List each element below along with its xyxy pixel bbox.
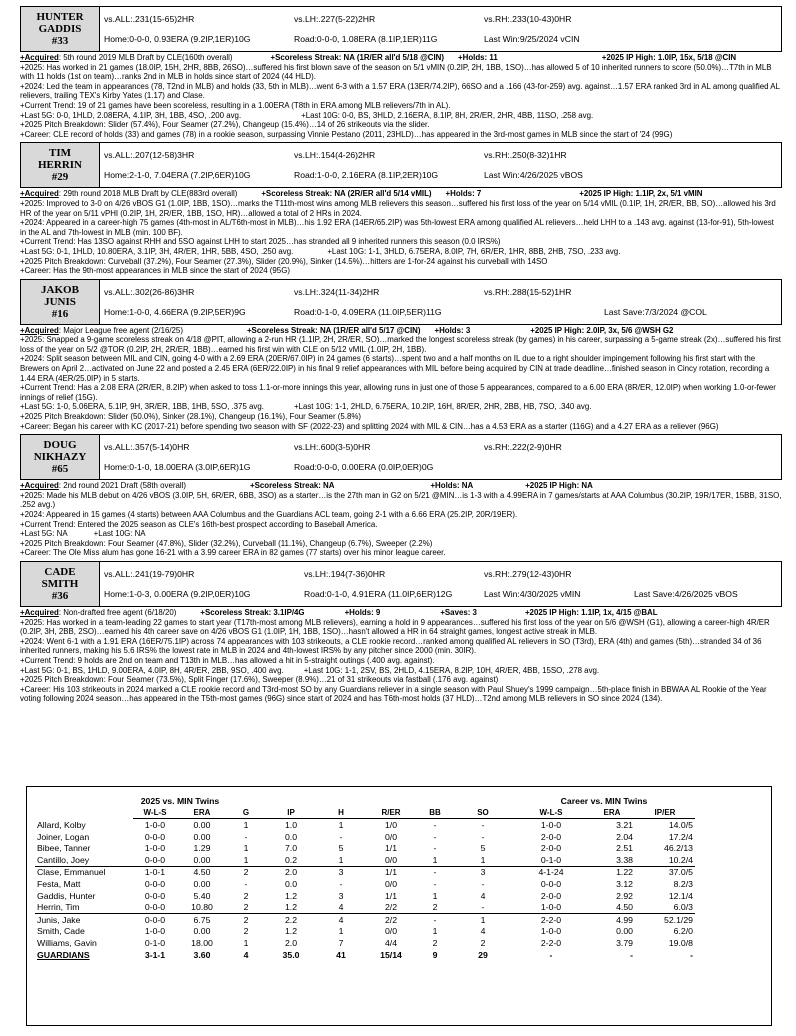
stat-cell: 3.60 (193, 949, 211, 960)
note-career: +Career: CLE record of holds (33) and games (78) in a rookie season, surpassing Vinnie Pestano (2011, 23HLD)…has appeared in the 3rd-most games in MLB since the start of '24 (99G) (20, 129, 673, 139)
stat-cell: 0.00 (616, 926, 633, 937)
split-vs-rh: vs.RH:.279(12-43)0HR (484, 568, 572, 579)
stat-cell: 4-1-24 (538, 867, 564, 878)
stat-cell: 2-0-0 (540, 831, 562, 842)
stat-cell: 1.2 (265, 901, 317, 913)
acquired-line: +Acquired: Major League free agent (2/16/25) +Scoreless Streak: NA (1R/ER all'd 5/17 @CIN) +Holds: 3 +2025 IP High: 2.0IP, 3x, 5/6 @WSH G2 (20, 325, 674, 335)
split-vs-rh: vs.RH:.250(8-32)1HR (484, 150, 567, 161)
note-trend: +Current Trend: 9 holds are 2nd on team and T13th in MLB…has allowed a hit in 5-straight outings (.400 avg. against). (20, 655, 435, 665)
last-decision: Last Save:7/3/2024 @COL (604, 306, 707, 317)
table-row (35, 913, 695, 925)
player-name-box (21, 435, 100, 479)
stat-cell: 29 (478, 949, 488, 960)
note-pitch-breakdown: +2025 Pitch Breakdown: Four Seamer (47.8%), Slider (32.2%), Curveball (11.1%), Changeup (6.7%), Sweeper (2.2%) (20, 538, 433, 548)
player-block (20, 279, 782, 433)
stat-cell: 0-0-0 (540, 878, 562, 889)
pitcher-name-cell: Junis, Jake (37, 914, 81, 925)
table-row (35, 890, 695, 902)
stat-cell: - (433, 867, 437, 878)
stat-cell: - (549, 949, 553, 960)
note-2024: +2024: Appeared in a career-high 75 games (4th-most in AL/T6th-most in MLB)…his 1.92 ERA (14ER/65.2IP) was 5th-lowest ERA among qualified AL relievers…held LHH to a .143 avg. against (13-for-91), 5th-lowest in the AL and 7th-lowest in MLB (min. 100 BF). (20, 218, 774, 237)
stat-cell: 1 (338, 819, 344, 830)
note-trend: +Current Trend: Has a 2.08 ERA (2R/ER, 8.2IP) when asked to toss 1.1-or-more innings this year, allowing runs in just one of those 5 appearances, compared to a 6.00 ERA (8R/ER, 12.0IP) when working 1.0-or-fewer innings of relief (15G). (20, 383, 776, 402)
stat-cell: 4 (480, 926, 486, 937)
player-notes (20, 52, 782, 140)
stat-cell: 19.0/8 (668, 937, 693, 948)
split-vs-rh: vs.RH:.222(2-9)0HR (484, 442, 562, 453)
stat-cell: 1-0-0 (144, 926, 166, 937)
stat-cell: 2-0-0 (540, 890, 562, 901)
table-row (35, 926, 695, 938)
column-header: W-L-S (513, 807, 589, 819)
column-header: SO (453, 807, 513, 819)
acquired-line: +Acquired: Non-drafted free agent (6/18/20) +Scoreless Streak: 3.1IP/4G +Holds: 9 +Saves: 3 +2025 IP High: 1.1IP, 1x, 4/15 @BAL (20, 607, 658, 617)
stat-cell: 6.75 (193, 914, 211, 925)
stat-cell: 2-2-0 (540, 937, 562, 948)
stat-cell: 3-1-1 (144, 949, 166, 960)
column-header: W-L-S (133, 807, 177, 819)
split-vs-all: vs.ALL:.357(5-14)0HR (104, 442, 190, 453)
column-header: IP (265, 807, 317, 819)
pitcher-name-cell: Bibee, Tanner (37, 843, 91, 854)
stat-cell: 46.2/13 (664, 843, 693, 854)
stat-cell: 0-1-0 (513, 854, 589, 866)
note-pitch-breakdown: +2025 Pitch Breakdown: Slider (50.0%), Sinker (28.1%), Changeup (16.1%), Four Seamer (5.8%) (20, 412, 362, 422)
stat-cell: 35.0 (282, 949, 300, 960)
stat-cell: 1/1 (384, 843, 398, 854)
table-row (35, 831, 695, 843)
split-home: Home:0-1-0, 18.00ERA (3.0IP,6ER)1G (104, 462, 251, 473)
stat-cell: 15/14 (380, 949, 402, 960)
stat-cell: 10.2/4 (635, 854, 695, 866)
note-career: +Career: Has the 9th-most appearances in MLB since the start of 2024 (95G) (20, 266, 290, 276)
stat-cell: 0-0-0 (133, 854, 177, 866)
stat-cell: 1 (227, 854, 265, 866)
stat-cell: 1 (243, 819, 249, 830)
stat-cell: 2/2 (365, 901, 417, 913)
stat-cell: 6.2/0 (673, 926, 693, 937)
split-vs-lh: vs.LH:.194(7-36)0HR (304, 568, 386, 579)
stat-cell: 1 (480, 914, 486, 925)
player-notes (20, 607, 782, 705)
stat-cell: 2.2 (284, 914, 298, 925)
stat-cell: 0.0 (284, 878, 298, 889)
player-header (20, 6, 782, 52)
note-2025: +2025: Improved to 3-0 on 4/26 vBOS G1 (1.0IP, 1BB, 1SO)…marks the T11th-most wins among MLB relievers this season…suffered his first loss of the year on 5/14 vMIL (0.1IP, 1H, 2R/ER, BB, SO)…allowed his 3rd HR of the year on 5/11 vPHI (0.2IP, 1H, 2R/ER, 1BB, 1SO, HR)…allowed a total of 2 HRs in 2024. (20, 198, 776, 218)
stat-cell: 0.00 (193, 831, 211, 842)
stat-cell: 0.00 (193, 926, 211, 937)
player-last-name: NIKHAZY (33, 451, 87, 464)
note-last-games: +Last 5G: 0-1, BS, 1HLD, 9.00ERA, 4.0IP, 8H, 4R/ER, 2BB, 9SO, .400 avg. +Last 10G: 1-1, 2SV, BS, 2HLD, 4.15ERA, 8.2IP, 10H, 4R/ER, 4BB, 15SO, .278 avg. (20, 665, 600, 675)
split-road: Road:0-0-0, 1.08ERA (8.1IP,1ER)11G (294, 34, 438, 44)
stat-cell: 0/0 (384, 926, 398, 937)
player-header (20, 142, 782, 188)
stat-cell: 4 (243, 949, 249, 960)
stat-cell: 1 (432, 890, 438, 901)
pitcher-notes-page (20, 6, 782, 707)
table-row (35, 937, 695, 949)
stat-cell: 1-0-0 (513, 901, 589, 913)
stat-cell: 1 (453, 854, 513, 866)
stat-cell: - (433, 843, 437, 854)
stat-cell: - (339, 831, 343, 842)
table-row (35, 819, 695, 831)
stat-cell: 2 (243, 867, 249, 878)
stat-cell: 8.2/3 (673, 878, 693, 889)
stat-cell: 2 (432, 937, 438, 948)
stat-cell: 1.22 (616, 867, 633, 878)
stat-cell: 1 (243, 937, 249, 948)
pitcher-name-cell: Allard, Kolby (37, 819, 86, 830)
player-last-name: JUNIS (44, 295, 76, 308)
note-trend: +Current Trend: 19 of 21 games have been scoreless, resulting in a 1.00ERA (T8th in ERA among MLB relievers/7th in AL). (20, 100, 451, 110)
stat-cell: 3 (338, 867, 344, 878)
note-last-games: +Last 5G: NA +Last 10G: NA (20, 529, 146, 539)
stat-cell: 0.00 (177, 854, 227, 866)
stat-cell: 2 (227, 901, 265, 913)
table-row (35, 854, 695, 866)
table-column-header (35, 807, 695, 819)
stat-cell: 0.2 (265, 854, 317, 866)
stat-cell: 1.0 (284, 819, 298, 830)
player-splits (100, 280, 781, 324)
stat-cell: 1 (317, 854, 365, 866)
note-2025: +2025: Has worked in a team-leading 22 games to start year (T17th-most among MLB relievers), earning a hold in 9 appearances…suffered his first loss of the year on 5/6 @WSH (G1), allowing a career-high 4R/ER (0.2IP, 3H, 2BB, 2SO)…earned his 4th career save on 4/26 vBOS G1 (1.0IP, 1H, 1BB, 1SO)…hasn't allowed a HR in 64 straight games, longest active streak in MLB. (20, 617, 770, 637)
split-vs-lh: vs.LH:.600(3-5)0HR (294, 442, 371, 453)
last-decision: Last Win:9/25/2024 vCIN (484, 34, 580, 44)
stat-cell: 4 (338, 914, 344, 925)
stat-cell: 0-0-0 (144, 878, 166, 889)
stat-cell: 5 (338, 843, 344, 854)
stat-cell: 1 (432, 926, 438, 937)
player-block (20, 142, 782, 276)
stat-cell: 0-0-0 (144, 914, 166, 925)
player-block (20, 434, 782, 559)
player-number: #29 (51, 171, 69, 184)
player-first-name: JAKOB (41, 283, 79, 296)
stat-cell: 3.12 (616, 878, 633, 889)
table-total-row (35, 949, 695, 961)
stat-cell: - (339, 878, 343, 889)
stat-cell: 0.0 (284, 831, 298, 842)
player-splits (100, 7, 781, 51)
column-header: ERA (589, 807, 635, 819)
stat-cell: 3.21 (616, 819, 633, 830)
note-2024: +2024: Led the team in appearances (78, T2nd in MLB) and holds (33, 5th in MLB)…went 6-3 with a 1.57 ERA (13ER/74.2IP), 66SO and a .166 (43-for-259) avg. against…1.57 ERA ranked 3rd in AL among qualified AL relievers, trailing TEX's Kirby Yates (1.17) and Clase. (20, 81, 780, 101)
stat-cell: 2.04 (616, 831, 633, 842)
pitcher-name-cell: Smith, Cade (37, 926, 85, 937)
stat-cell: 5 (480, 843, 486, 854)
note-career: +Career: His 103 strikeouts in 2024 marked a CLE rookie record and T3rd-most SO by any Guardians reliever in a single season with Paul Shuey's 1999 campaign…5th-place finish in BBWAA AL Rookie of the Year voting following 2024 season…has appeared in the T5th-most games (96G) since start of 2024 and has T6th-most holds (37 HLD)…T2nd among MLB relievers in SO since 2024 (134). (20, 684, 767, 704)
split-vs-all: vs.ALL:.302(26-86)3HR (104, 286, 195, 297)
stat-cell: - (244, 831, 248, 842)
table-body (35, 819, 695, 961)
table-row (35, 842, 695, 854)
stat-cell: 2 (243, 890, 249, 901)
stat-cell: 2.92 (616, 890, 633, 901)
vs-twins-table-box (26, 786, 772, 1026)
stat-cell: 5.40 (193, 890, 211, 901)
stat-cell: 2-2-0 (540, 914, 562, 925)
split-vs-lh: vs.LH:.154(4-26)2HR (294, 150, 376, 161)
stat-cell: 1.2 (284, 926, 298, 937)
player-block (20, 6, 782, 140)
player-header (20, 561, 782, 607)
note-2025: +2025: Made his MLB debut on 4/26 vBOS (3.0IP, 5H, 6R/ER, 6BB, 3SO) as a starter…is the 27th man in G2 on 5/21 @MIN…is 1-3 with a 4.99ERA in 7 games/starts at AAA Columbus (30.2IP, 19R/17ER, 15BB, 31SO, .252 avg.) (20, 490, 782, 510)
stat-cell: 41 (336, 949, 346, 960)
stat-cell: 4/4 (384, 937, 398, 948)
split-home: Home:1-0-3, 0.00ERA (9.2IP,0ER)10G (104, 588, 251, 599)
stat-cell: 2.51 (616, 843, 633, 854)
player-splits (100, 143, 781, 187)
stat-cell: 7.0 (284, 843, 298, 854)
acquired-line: +Acquired: 5th round 2019 MLB Draft by CLE(160th overall) +Scoreless Streak: NA (1R/ER all'd 5/18 @CIN) +Holds: 11 +2025 IP High: 1.0IP, 15x, 5/18 @CIN (20, 53, 737, 62)
player-first-name: CADE (44, 565, 76, 578)
split-road: Road:0-1-0, 4.09ERA (11.0IP,5ER)11G (294, 306, 442, 317)
stat-cell: 1.2 (284, 890, 298, 901)
pitcher-name-cell: Festa, Matt (37, 878, 81, 889)
player-header (20, 434, 782, 480)
column-header: H (317, 807, 365, 819)
stat-cell: 1/1 (384, 890, 398, 901)
note-last-games: +Last 5G: 0-0, 1HLD, 2.08ERA, 4.1IP, 3H, 1BB, 4SO, .200 avg. +Last 10G: 0-0, BS, 3HLD, 2.16ERA, 8.1IP, 8H, 2R/ER, 2HR, 4BB, 11SO, .258 avg. (20, 110, 594, 120)
split-vs-rh: vs.RH:.288(15-52)1HR (484, 286, 572, 297)
split-home: Home:1-0-0, 4.66ERA (9.2IP,5ER)9G (104, 306, 246, 317)
stat-cell: 2.0 (284, 867, 298, 878)
split-home: Home:0-0-0, 0.93ERA (9.2IP,1ER)10G (104, 34, 251, 44)
note-pitch-breakdown: +2025 Pitch Breakdown: Curveball (37.2%), Four Seamer (27.3%), Slider (20.9%), Sinker (14.5%)…hitters are 1-for-24 against his curveball with 14SO (20, 256, 548, 266)
stat-cell: 6.0/3 (635, 901, 695, 913)
split-vs-all: vs.ALL:.231(15-65)2HR (104, 14, 195, 24)
player-name-box (21, 7, 100, 51)
stat-cell: 3.79 (616, 937, 633, 948)
stat-cell: 7 (338, 937, 344, 948)
stat-cell: 9 (432, 949, 438, 960)
note-pitch-breakdown: +2025 Pitch Breakdown: Slider (57.4%), Four Seamer (27.2%), Changeup (15.4%)…14 of 26 strikeouts via the slider. (20, 120, 430, 130)
split-vs-lh: vs.LH:.227(5-22)2HR (294, 14, 376, 24)
player-name-box (21, 280, 100, 324)
player-first-name: HUNTER (36, 11, 84, 23)
stat-cell: 0-0-0 (133, 901, 177, 913)
split-vs-all: vs.ALL:.207(12-58)3HR (104, 150, 195, 161)
stat-cell: 1 (338, 926, 344, 937)
stat-cell: 2 (243, 914, 249, 925)
stat-cell: 37.0/5 (668, 867, 693, 878)
stat-cell: - (481, 819, 485, 830)
pitcher-name-cell: Gaddis, Hunter (37, 890, 96, 901)
stat-cell: 52.1/29 (664, 914, 693, 925)
table-row (35, 901, 695, 913)
stat-cell: 3.38 (589, 854, 635, 866)
player-last-name: GADDIS (38, 23, 82, 35)
note-2025: +2025: Snapped a 9-game scoreless streak on 4/18 @PIT, allowing a 2-run HR (1.1IP, 2H, 2R/ER, SO)…marked the longest scoreless streak (by games) in his career, surpassing a 5-game streak (2x)…suffered his first loss of the year on 5/2 @TOR (0.2IP, 2H, 2R/ER, 1BB)…earned his first win with CLE on 5/12 vMIL (1.0IP, 2H, 1BB). (20, 335, 781, 354)
player-notes (20, 480, 782, 559)
table-row (35, 866, 695, 878)
note-2024: +2024: Appeared in 15 games (4 starts) between AAA Columbus and the Guardians ACL team, going 2-1 with a 6.66 ERA (25.2IP, 20R/19ER). (20, 510, 518, 519)
note-last-games: +Last 5G: 0-1, 1HLD, 10.80ERA, 3.1IP, 3H, 4R/ER, 1HR, 5BB, 4SO, .250 avg. +Last 10G: 1-1, 3HLD, 6.75ERA, 8.0IP, 7H, 6R/ER, 1HR, 8BB, 2HB, 7SO, .233 avg. (20, 246, 621, 256)
player-splits (100, 562, 781, 606)
stat-cell: 3 (480, 867, 486, 878)
column-header: ERA (177, 807, 227, 819)
column-header: R/ER (365, 807, 417, 819)
player-notes (20, 188, 782, 276)
player-header (20, 279, 782, 325)
note-trend: +Current Trend: Entered the 2025 season as CLE's 16th-best prospect according to Baseball America. (20, 519, 378, 529)
stat-cell: 0/0 (365, 854, 417, 866)
stat-cell: 1/0 (384, 819, 398, 830)
stat-cell: - (630, 949, 633, 960)
stat-cell: - (453, 901, 513, 913)
pitcher-name-cell: Williams, Gavin (37, 937, 97, 948)
player-number: #33 (51, 35, 69, 47)
stat-cell: 2.0 (284, 937, 298, 948)
stat-cell: 1.29 (193, 843, 211, 854)
split-vs-rh: vs.RH:.233(10-43)0HR (484, 14, 572, 24)
player-block (20, 561, 782, 705)
player-name-box (21, 143, 100, 187)
split-vs-lh: vs.LH:.324(11-34)2HR (294, 286, 380, 297)
pitcher-name-cell: Cantillo, Joey (35, 854, 133, 866)
stat-cell: 1-0-1 (144, 867, 166, 878)
stat-cell: 4 (317, 901, 365, 913)
note-career: +Career: Began his career with KC (2017-21) before spending two season with SF (2022-23) and splitting 2024 with MIL & CIN…has a 4.53 ERA as a starter (116G) and a 4.27 ERA as a reliever (96G) (20, 421, 719, 431)
stat-cell: 18.00 (191, 937, 213, 948)
column-header: IP/ER (635, 807, 695, 819)
stat-cell: 0-0-0 (144, 890, 166, 901)
stat-cell: 4.50 (193, 867, 211, 878)
column-header: G (227, 807, 265, 819)
player-last-name: SMITH (41, 577, 79, 590)
note-last-games: +Last 5G: 1-0, 5.06ERA, 5.1IP, 9H, 3R/ER, 1BB, 1HB, 5SO, .375 avg. +Last 10G: 1-1, 2HLD, 6.75ERA, 10.2IP, 16H, 8R/ER, 2HR, 2BB, HB, 7SO, .340 avg. (20, 402, 592, 412)
stat-cell: 1-0-0 (144, 819, 166, 830)
player-last-name: HERRIN (37, 159, 82, 172)
stat-cell: - (433, 878, 437, 889)
stat-cell: 2-0-0 (540, 843, 562, 854)
stat-cell: 0-1-0 (144, 937, 166, 948)
note-2024: +2024: Split season between MIL and CIN, going 4-0 with a 2.69 ERA (20ER/67.0IP) in 24 games (6 starts)…spent two and a half months on IL due to a right shoulder impingement following his first start with the Brewers on April 2…activated on June 22 and posted a 2.45 ERA (6ER/22.0IP) in his final 9 relief appearances with MIL before being acquired by CIN at trade deadline…finished season in Cincy rotation, recording a 1.44 ERA (4ER/25.0IP) in 5 starts. (20, 354, 770, 383)
group-career: Career vs. MIN Twins (560, 795, 648, 806)
player-number: #36 (51, 589, 69, 602)
split-home: Home:2-1-0, 7.04ERA (7.2IP,6ER)10G (104, 170, 251, 181)
stat-cell: 1 (243, 843, 249, 854)
stat-cell: 0.00 (193, 878, 211, 889)
split-road: Road:0-1-0, 4.91ERA (11.0IP,6ER)12G (304, 588, 453, 599)
note-trend: +Current Trend: Has 13SO against RHH and 5SO against LHH to start 2025…has stranded all 9 inherited runners this season (0.0 IRS%) (20, 237, 501, 247)
player-first-name: DOUG (43, 439, 77, 452)
table-row (35, 878, 695, 890)
last-decision: Last Win:4/26/2025 vBOS (484, 170, 583, 181)
stat-cell: 4.99 (616, 914, 633, 925)
stat-cell: 1 (417, 854, 453, 866)
note-pitch-breakdown: +2025 Pitch Breakdown: Four Seamer (73.5%), Split Finger (17.6%), Sweeper (8.9%)…21 of 31 strikeouts via fastball (.176 avg. against) (20, 675, 499, 685)
stat-cell: - (433, 831, 437, 842)
pitcher-name-cell: Clase, Emmanuel (37, 867, 106, 878)
stat-cell: - (244, 878, 248, 889)
note-career: +Career: The Ole Miss alum has gone 16-21 with a 3.99 career ERA in 82 games (77 starts) over his minor league career. (20, 548, 446, 558)
stat-cell: - (481, 831, 485, 842)
stat-cell: 4.50 (589, 901, 635, 913)
last-save: Last Save:4/26/2025 vBOS (634, 588, 738, 599)
acquired-line: +Acquired: 29th round 2018 MLB Draft by CLE(883rd overall) +Scoreless Streak: NA (2R/ER all'd 5/14 vMIL) +Holds: 7 +2025 IP High: 1.1IP, 2x, 5/1 vMIN (20, 189, 703, 199)
note-2025: +2025: Has worked in 21 games (18.0IP, 15H, 2HR, 8BB, 26SO)…suffered his first blown save of the season on 5/1 vMIN (0.2IP, 2H, 1BB, 1SO)…has allowed 5 of 10 inherited runners to score (50.0%)…T7th in MLB with 11 holds (1st on team)…ranks 2nd in MLB in holds since start of 2024 (44 HLD). (20, 62, 772, 82)
table-group-header (35, 795, 695, 807)
stat-cell: 1/1 (384, 867, 398, 878)
stat-cell: 0/0 (384, 878, 398, 889)
stat-cell: - (481, 878, 485, 889)
player-splits (100, 435, 781, 479)
stat-cell: - (433, 819, 437, 830)
stat-cell: 1-0-0 (540, 819, 562, 830)
stat-cell: - (690, 949, 693, 960)
player-name-box (21, 562, 100, 606)
stat-cell: 17.2/4 (668, 831, 693, 842)
note-2024: +2024: Went 6-1 with a 1.91 ERA (16ER/75.1IP) across 74 appearances with 103 strikeouts, a CLE rookie record…ranked among qualified AL relievers in SO (T3rd), ERA (4th) and games (5th)…stranded 34 of 36 inherited runners, making his 5.6 IRS% the lowest rate in MLB in 2024 and 4th-lowest IRS% by any pitcher since 2000 (min. 30IR). (20, 636, 762, 656)
stat-cell: 12.1/4 (668, 890, 693, 901)
stat-cell: 4 (480, 890, 486, 901)
stat-cell: 2 (243, 926, 249, 937)
column-header: BB (417, 807, 453, 819)
acquired-line: +Acquired: 2nd round 2021 Draft (58th overall) +Scoreless Streak: NA +Holds: NA +2025 IP High: NA (20, 481, 593, 491)
pitcher-name-cell: Herrin, Tim (35, 901, 133, 913)
stat-cell: 2 (480, 937, 486, 948)
split-vs-all: vs.ALL:.241(19-79)0HR (104, 568, 195, 579)
split-road: Road:0-0-0, 0.00ERA (0.0IP,0ER)0G (294, 462, 434, 473)
player-number: #16 (51, 307, 69, 320)
last-win: Last Win:4/30/2025 vMIN (484, 588, 581, 599)
stat-cell: 0.00 (193, 819, 211, 830)
player-first-name: TIM (49, 147, 71, 160)
stat-cell: - (433, 914, 437, 925)
pitcher-name-cell: Joiner, Logan (37, 831, 90, 842)
pitcher-name-cell: GUARDIANS (37, 949, 90, 960)
stat-cell: 1-0-0 (144, 843, 166, 854)
stat-cell: 2 (417, 901, 453, 913)
stat-cell: 1-0-0 (540, 926, 562, 937)
stat-cell: 14.0/5 (668, 819, 693, 830)
player-notes (20, 325, 782, 433)
player-number: #65 (51, 463, 69, 476)
vs-twins-table (35, 795, 695, 960)
stat-cell: 3 (338, 890, 344, 901)
group-2025: 2025 vs. MIN Twins (140, 795, 220, 806)
stat-cell: 0-0-0 (144, 831, 166, 842)
stat-cell: 10.80 (177, 901, 227, 913)
split-road: Road:1-0-0, 2.16ERA (8.1IP,2ER)10G (294, 170, 439, 181)
stat-cell: 2/2 (384, 914, 398, 925)
stat-cell: 0/0 (384, 831, 398, 842)
